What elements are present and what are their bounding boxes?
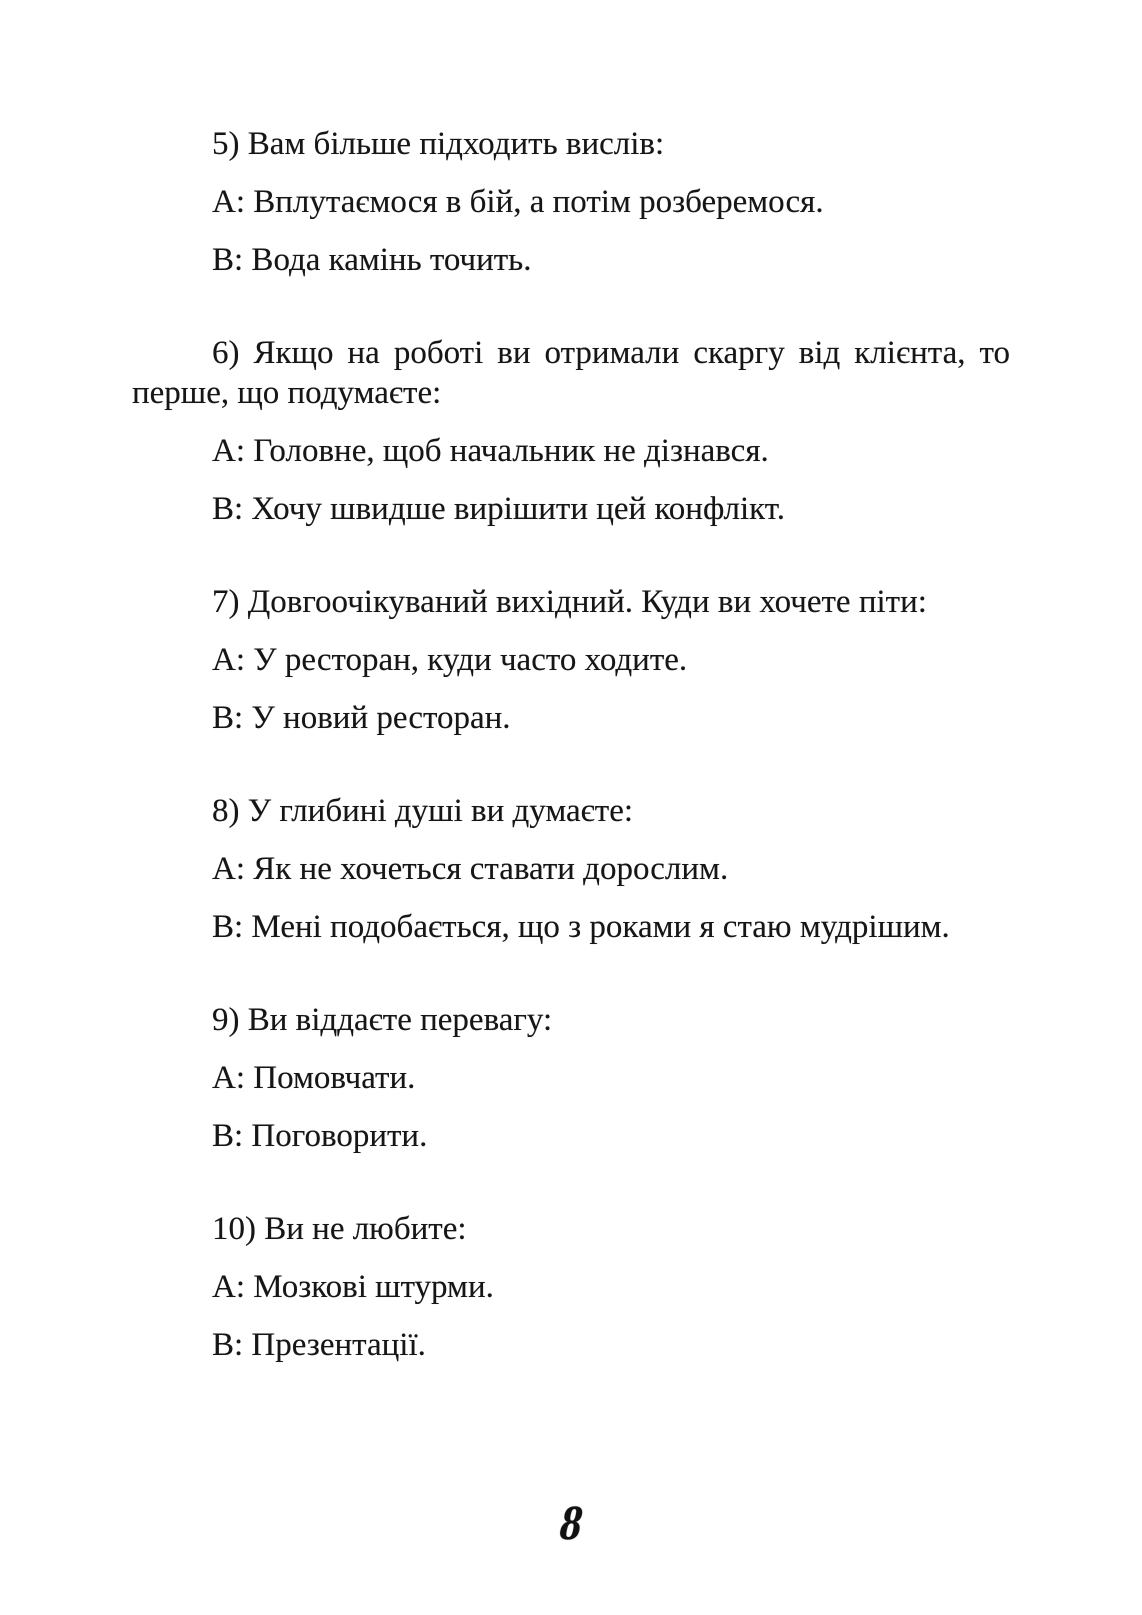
option-a: А: Мозкові штурми. [212,1269,494,1305]
option-a: А: Головне, щоб начальник не дізнався. [212,433,769,469]
question-block-5 [132,124,1010,280]
question-text: 9) Ви віддаєте перевагу: [212,1002,553,1038]
option-b: В: Мені подобається, що з роками я стаю мудрішим. [212,909,950,945]
question-block-8 [132,791,1010,947]
question-block-7 [132,582,1010,738]
question-block-9 [132,1000,1010,1156]
option-a: А: Помовчати. [212,1060,416,1096]
question-block-6 [132,333,1010,529]
question-text: 5) Вам більше підходить вислів: [212,126,665,162]
questionnaire-text [132,124,1010,1418]
option-a: А: Вплутаємося в бій, а потім розберемося. [212,184,824,220]
question-text: 10) Ви не любите: [212,1211,467,1247]
question-block-10 [132,1209,1010,1365]
question-text: 7) Довгоочікуваний вихідний. Куди ви хочете піти: [212,584,927,620]
option-a: А: Як не хочеться ставати дорослим. [212,851,729,887]
page-number [0,1499,1142,1550]
option-b: В: У новий ресторан. [212,700,511,736]
question-text: 8) У глибині душі ви думаєте: [212,793,634,829]
question-text-line-1: 6) Якщо на роботі ви отримали скаргу від клієнта, то [212,335,1010,371]
option-b: В: Презентації. [212,1327,426,1363]
option-b: В: Вода камінь точить. [212,242,532,278]
page-number-glyph: 8 [558,1499,584,1550]
option-b: В: Поговорити. [212,1118,428,1154]
option-b: В: Хочу швидше вирішити цей конфлікт. [212,491,785,527]
question-text-line-2: перше, що подумаєте: [132,375,442,411]
option-a: А: У ресторан, куди часто ходите. [212,642,688,678]
